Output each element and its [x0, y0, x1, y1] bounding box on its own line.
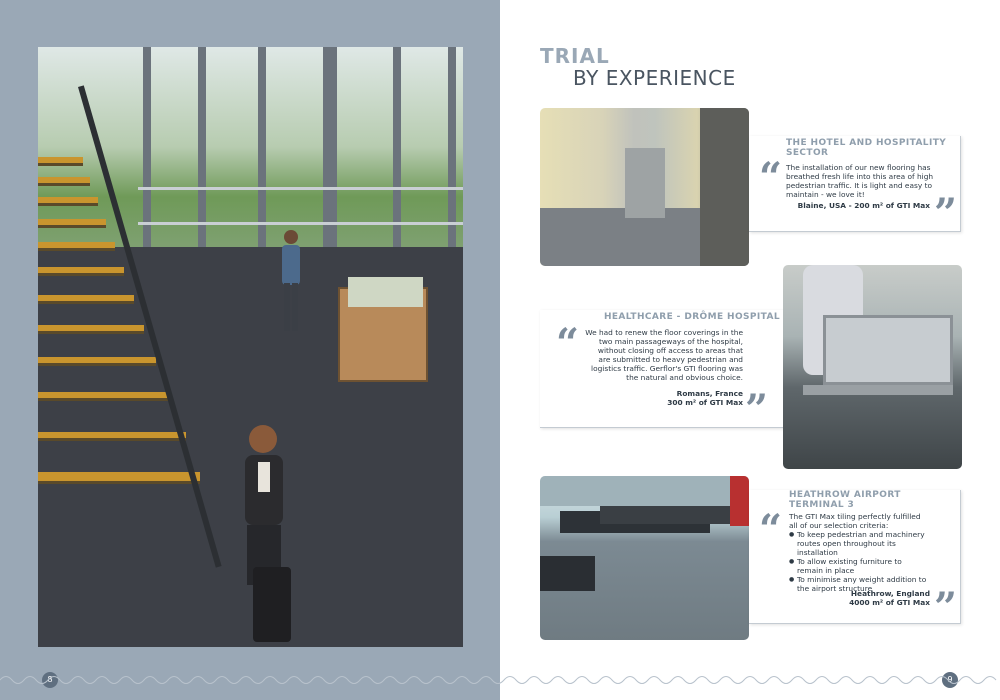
text-heathrow-intro: The GTI Max tiling perfectly fulfilled all of our selection criteria:: [789, 512, 921, 530]
quote-close-icon: ”: [745, 386, 769, 433]
quote-close-icon: ”: [934, 584, 958, 631]
card-hotel: [749, 136, 961, 237]
hero-photo-warehouse-floor: [38, 47, 463, 647]
wave-divider: [0, 673, 1000, 687]
signature-heathrow-area: 4000 m² of GTI Max: [849, 598, 930, 607]
traveller-figure: [233, 417, 303, 647]
photo-airport-seating: [540, 476, 749, 640]
card-hospital: [540, 310, 785, 433]
list-item: ● To minimise any weight addition to the airport structure: [789, 575, 929, 593]
heading-heathrow: HEATHROW AIRPORT TERMINAL 3: [789, 490, 901, 510]
signature-hotel: Blaine, USA - 200 m² of GTI Max: [797, 201, 930, 210]
page-number-right: 9: [942, 672, 958, 688]
page-number-left: 8: [42, 672, 58, 688]
photo-hospital-bed: [783, 265, 962, 469]
signature-hospital-area: 300 m² of GTI Max: [667, 398, 743, 407]
heading-hospital: HEALTHCARE - DRÔME HOSPITAL: [603, 312, 780, 322]
list-item: ● To keep pedestrian and machinery routes open throughout its installation: [789, 530, 929, 557]
quote-close-icon: ”: [934, 190, 958, 237]
list-item: ● To allow existing furniture to remain in place: [789, 557, 929, 575]
signature-heathrow-place: Heathrow, England: [850, 589, 930, 598]
text-hospital: We had to renew the floor coverings in the two main passageways of the hospital, without closing off access to areas that are submitted to heavy pedestrian and logistics traffic. Gerflor's GTI flooring was the natural and obvious choice.: [585, 328, 743, 382]
quote-open-icon: “: [759, 154, 783, 201]
heading-hotel: THE HOTEL AND HOSPITALITY SECTOR: [786, 138, 947, 158]
photo-hotel-corridor: [540, 108, 749, 266]
title-trial: TRIAL: [540, 44, 610, 68]
text-hotel: The installation of our new flooring has breathed fresh life into this area of high pedestrian traffic. It is light and easy to maintain - we love it!: [786, 163, 934, 199]
worker-figure: [276, 227, 306, 337]
right-page: [500, 0, 1000, 700]
quote-open-icon: “: [556, 320, 580, 367]
title-by-experience: BY EXPERIENCE: [573, 66, 736, 90]
card-heathrow: [749, 490, 961, 631]
list-heathrow-criteria: [789, 530, 929, 593]
quote-open-icon: “: [759, 506, 783, 553]
signature-hospital-place: Romans, France: [676, 389, 743, 398]
